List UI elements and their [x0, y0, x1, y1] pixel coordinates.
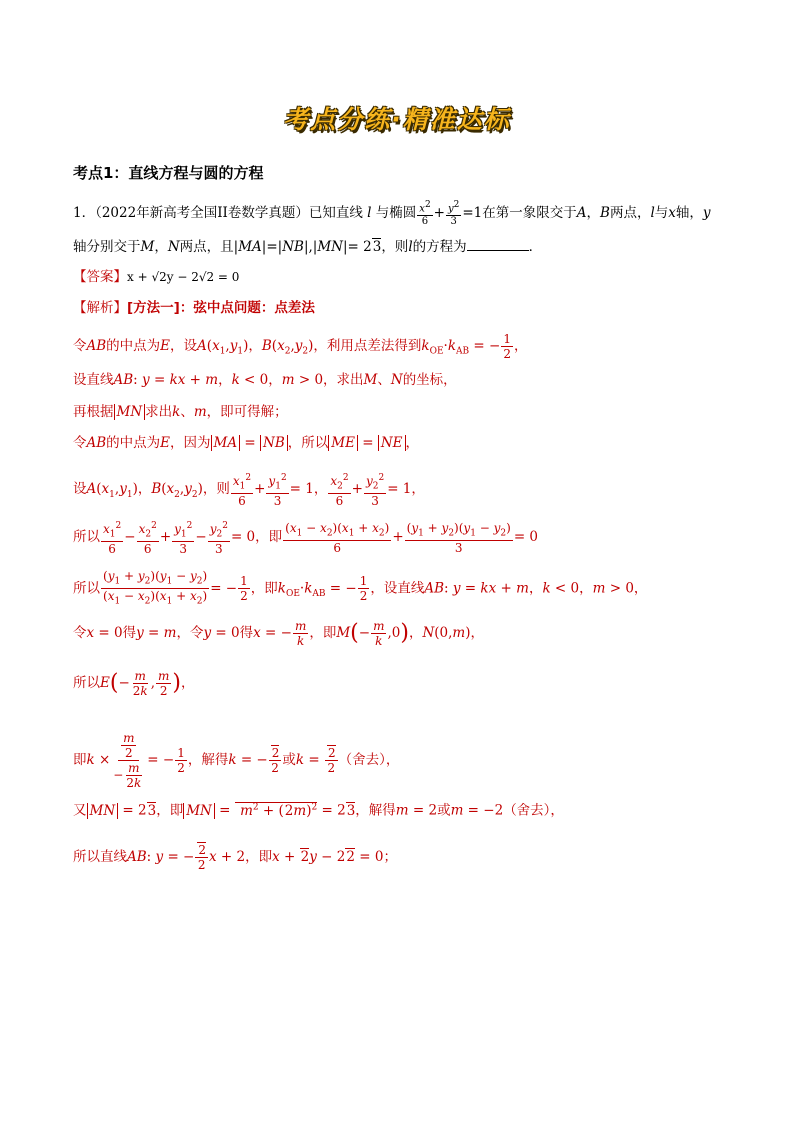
step-text: 求出 [145, 404, 173, 420]
problem-text: 轴， [675, 205, 703, 222]
fraction: $\frac{1}{2}$ [177, 746, 185, 775]
step-text: 得 [122, 625, 137, 641]
step-text: 再根据 [73, 404, 114, 420]
fraction: $\frac{m}{k}$ [373, 619, 385, 648]
step-11: 又 MN = 23，即 MN = $m^2 + (2m)^2 = 23$，解得m = 2或m = −2（舍去）， [73, 802, 564, 819]
fraction: $\frac{1}{2}$ [503, 332, 511, 361]
step-8: 令x = 0得y = m，令y = 0得x = − $\frac{m}{k}$ ，即M(− $\frac{m}{k}$ ,0)，N(0,m)， [73, 619, 484, 648]
step-text: 所以 [73, 675, 100, 691]
problem-text: 在第一象限交于 [482, 205, 577, 222]
problem-text: 的方程为 [412, 239, 467, 255]
step-text: ，即 [156, 802, 184, 819]
step-text: 即 [73, 752, 87, 768]
fraction: $\frac{2}{2}$ [325, 746, 338, 775]
problem-text: ，则 [381, 239, 409, 255]
step-text: ，求出 [323, 372, 364, 388]
step-4: 令AB的中点为E，因为 MA = NB ，所以 ME = NE ， [73, 435, 420, 451]
step-text: ，则 [202, 481, 230, 498]
step-text: 设 [73, 481, 87, 498]
step-text: 的中点为 [106, 435, 161, 451]
step-text: （舍去）， [503, 802, 564, 819]
step-text: ，解得 [187, 752, 229, 768]
step-text: 令 [73, 338, 87, 354]
step-text: 设直线 [73, 372, 114, 388]
step-text: ，即 [255, 529, 283, 546]
fraction: $\frac{x^2}{6}$ [419, 200, 431, 228]
section-heading: 考点1：直线方程与圆的方程 [73, 164, 264, 182]
step-text: ，即 [250, 580, 278, 597]
problem-text: 已知直线 [308, 205, 363, 222]
step-text: ，即可得解； [206, 404, 288, 420]
problem-source: （2022年新高考全国II卷数学真题） [95, 205, 309, 222]
fraction: $\frac{x_1^2}{6}$ [103, 521, 122, 557]
analysis-heading [73, 298, 315, 318]
fraction: $\frac{(x_1 - x_2)(x_1 + x_2)}{6}$ [285, 520, 390, 555]
problem-statement-line-2: 轴分别交于M，N两点，且|MA|=|NB|,|MN|= 23，则l的方程为 ． [73, 236, 542, 257]
fraction: $\frac{1}{2}$ [359, 574, 368, 604]
step-text: ，所以 [287, 435, 329, 451]
step-text: 的中点为 [106, 338, 161, 354]
fraction: $\frac{m}{k}$ [294, 619, 307, 648]
fraction: $\frac{(y_1 + y_2)(y_1 - y_2)}{(x_1 - x_2)(x_1 + x_2)}$ [103, 569, 208, 607]
step-text: ，因为 [170, 435, 211, 451]
step-text: ，设直线 [370, 580, 425, 597]
fraction: $\frac{1}{2}$ [240, 574, 248, 604]
step-text: ，令 [176, 625, 204, 641]
step-text: ，设 [170, 338, 198, 354]
problem-text: ． [528, 239, 543, 255]
fraction: $\frac{y_2^2}{3}$ [209, 521, 228, 557]
step-9: 所以E(− $\frac{m}{2k}$ , $\frac{m}{2}$ )， [73, 669, 195, 698]
step-text: 令 [73, 435, 87, 451]
problem-text: 两点，且 [179, 239, 234, 255]
step-text: ，即 [245, 849, 273, 865]
step-text: 令 [73, 625, 87, 641]
problem-statement-line-1: 1．（2022年新高考全国II卷数学真题）已知直线 l 与椭圆 $\frac{x^2}{6}$ + $\frac{y^2}{3}$ =1在第一象限交于A，B两点，l与x轴，y [73, 200, 711, 228]
step-1: 令AB的中点为E，设$A(x_1,y_1)$，$B(x_2,y_2)$，利用点差法得到$k_{OE}\cdot k_{AB}$ = − $\frac{1}{2}$ ， [73, 332, 528, 361]
problem-text: 与 [654, 205, 669, 222]
step-text: 或 [437, 802, 451, 819]
fraction: $\frac{m}{2}$ − $\frac{m}{2k}$ [113, 731, 142, 790]
fraction: $\frac{x_2^2}{6}$ [330, 473, 349, 509]
step-10: 即k × $\frac{m}{2}$ − $\frac{m}{2k}$ = − $\frac{1}{2}$ ，解得k = − $\frac{2}{2}$ 或k = $\frac{2}{2}$ （舍去）， [73, 731, 400, 790]
step-12: 所以直线AB: y = − $\frac{2}{2}$ x + 2，即x + 2y − 22 = 0； [73, 843, 397, 872]
step-text: 或 [282, 752, 296, 768]
step-text: 所以直线 [73, 849, 127, 865]
step-text: （舍去）， [338, 752, 400, 768]
step-6: 所以 $\frac{x_1^2}{6}$ − $\frac{x_2^2}{6}$ + $\frac{y_1^2}{3}$ − $\frac{y_2^2}{3}$ = 0，即 $\frac{(x_1 - x_2)(x_1 + x_2)}{6}$ + $\frac{(y_1 + y_2)(y_1 - y_2)}{3}$ = 0 [73, 520, 539, 557]
step-text: 得 [239, 625, 254, 641]
step-text: ，利用点差法得到 [313, 338, 422, 354]
fraction: $\frac{m}{2}$ [157, 669, 170, 698]
problem-number: 1． [73, 205, 96, 222]
fraction: $\frac{2}{2}$ [269, 746, 282, 775]
problem-text: 与椭圆 [375, 205, 417, 222]
fraction: $\frac{y_2^2}{3}$ [365, 473, 385, 509]
answer-label: 【答案】 [73, 269, 127, 285]
step-text: ，解得 [355, 802, 396, 819]
fraction: $\frac{x_2^2}{6}$ [138, 521, 157, 557]
step-text: ，即 [309, 625, 337, 641]
fraction: $\frac{y^2}{3}$ [447, 200, 460, 228]
banner-title: 考点分练·精准达标 [283, 105, 511, 134]
fraction: $\frac{m}{2k}$ [132, 669, 148, 698]
fraction: $\frac{2}{2}$ [195, 843, 208, 872]
fraction: $\frac{(y_1 + y_2)(y_1 - y_2)}{3}$ [406, 520, 511, 555]
fraction: $\frac{y_1^2}{3}$ [268, 473, 287, 509]
step-5: 设$A(x_1,y_1)$，$B(x_2,y_2)$，则 $\frac{x_1^2}{6}$ + $\frac{y_1^2}{3}$ = 1， $\frac{x_2^2}{6}$ + $\frac{y_2^2}{3}$ = 1， [73, 473, 425, 509]
fraction: $\frac{y_1^2}{3}$ [174, 521, 193, 557]
problem-text: 两点， [609, 205, 651, 222]
step-2: 设直线AB: y = kx + m，k < 0，m > 0，求出M、N的坐标， [73, 372, 457, 388]
step-text: 又 [73, 802, 87, 819]
step-text: 的坐标， [402, 372, 457, 388]
step-3: 再根据 MN 求出k、m，即可得解； [73, 404, 288, 420]
problem-text: 轴分别交于 [73, 239, 141, 255]
answer-line [73, 267, 239, 287]
answer-value: x + √2y − 2√2 = 0 [127, 270, 240, 284]
answer-blank[interactable] [467, 236, 529, 251]
step-text: 所以 [73, 529, 100, 546]
fraction: $\frac{x_1^2}{6}$ [232, 473, 252, 509]
analysis-method: [方法一]：弦中点问题：点差法 [127, 300, 315, 316]
analysis-label: 【解析】 [73, 300, 127, 316]
step-7: 所以 $\frac{(y_1 + y_2)(y_1 - y_2)}{(x_1 - x_2)(x_1 + x_2)}$ = − $\frac{1}{2}$ ，即$k_{OE}\cdot k_{AB}$ = − $\frac{1}{2}$ ，设直线AB: y = kx + m，k < 0，m > 0， [73, 569, 648, 607]
step-text: 所以 [73, 580, 100, 597]
